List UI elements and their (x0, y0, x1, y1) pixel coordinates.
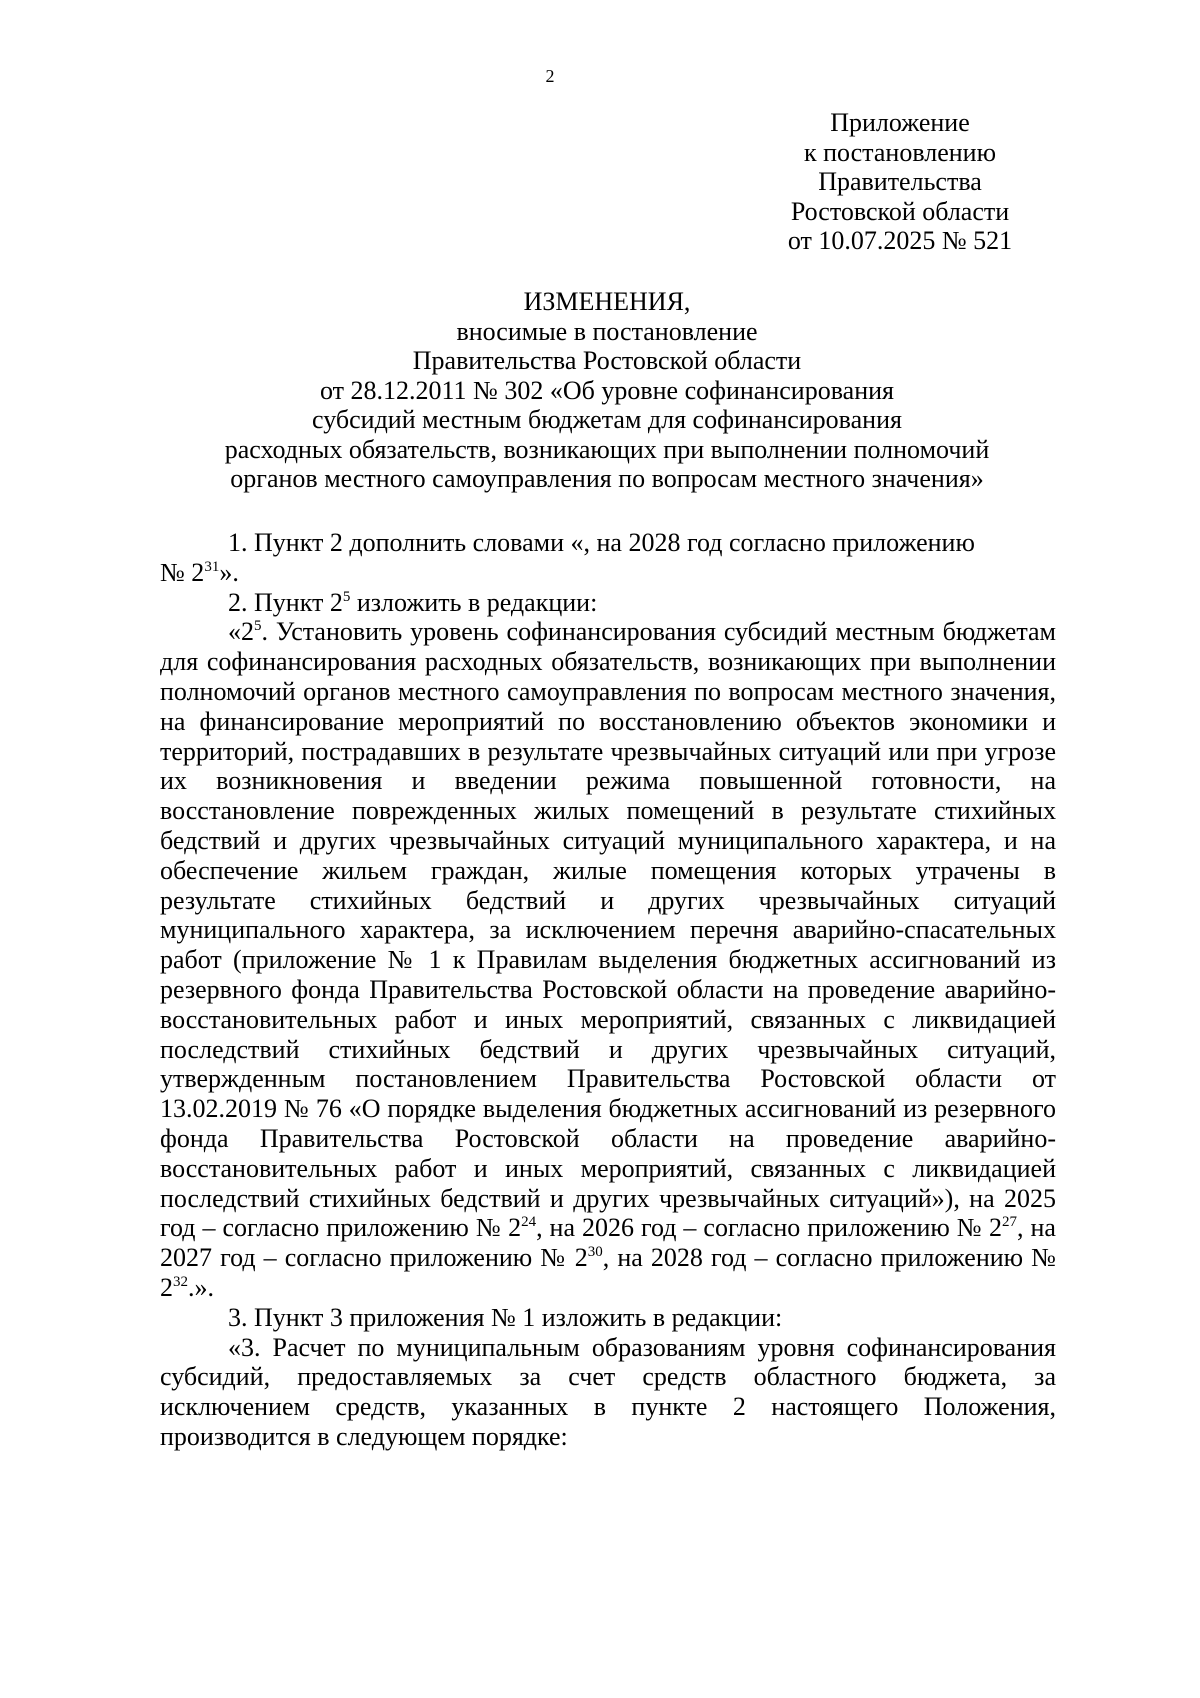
appendix-line: Ростовской области (790, 196, 1010, 226)
superscript: 27 (1002, 1214, 1018, 1231)
paragraph-text: ». (219, 557, 239, 587)
paragraph-text: . Установить уровень софинансирования субсидий местным бюджетам для софинансирования расходных обязательств, возникающих при выполнении полномочий органов местного самоуправления по вопросам местного значения, на финансирование мероприятий по восстановлению объектов экономики и территорий, пострадавших в результате чрезвычайных ситуаций или при угрозе их возникновения и введении режима повышенной готовности, на восстановление поврежденных жилых помещений в результате стихийных бедствий и других чрезвычайных ситуаций муниципального характера, и на обеспечение жильем граждан, жилые помещения которых утрачены в результате стихийных бедствий и других чрезвычайных ситуаций муниципального характера, за исключением перечня аварийно-спасательных работ (приложение № 1 к Правилам выделения бюджетных ассигнований из резервного фонда Правительства Ростовской области на проведение аварийно-восстановительных работ и иных мероприятий, связанных с ликвидацией последствий стихийных бедствий и других чрезвычайных ситуаций, утвержденным постановлением Правительства Ростовской области от 13.02.2019 № 76 «О порядке выделения бюджетных ассигнований из резервного фонда Правительства Ростовской области на проведение аварийно-восстановительных работ и иных мероприятий, связанных с ликвидацией последствий стихийных бедствий и других чрезвычайных ситуаций»), на 2025 год – согласно приложению № 2 (160, 617, 1056, 1243)
paragraph-text: 1. Пункт 2 дополнить словами «, на 2028 год согласно приложению № 2 (160, 528, 975, 587)
superscript: 32 (173, 1273, 188, 1290)
heading-line: расходных обязательств, возникающих при выполнении полномочий (224, 434, 990, 464)
paragraph-text: изложить в редакции: (350, 587, 598, 617)
paragraph-text: «2 (228, 617, 254, 647)
paragraph-5: «3. Расчет по муниципальным образованиям уровня софинансирования субсидий, предоставляемых за счет средств областного бюджета, за исключением средств, указанных в пункте 2 настоящего Положения, производится в следующем порядке: (160, 1332, 1056, 1451)
paragraph-text: .». (188, 1272, 214, 1302)
heading-title: ИЗМЕНЕНИЯ, (523, 287, 691, 316)
appendix-line: от 10.07.2025 № 521 (787, 226, 1013, 255)
heading-line: вносимые в постановление (456, 316, 758, 346)
paragraph-4: 3. Пункт 3 приложения № 1 изложить в редакции: (228, 1302, 783, 1332)
paragraph-text: 2. Пункт 2 (228, 587, 343, 617)
appendix-line: к постановлению (803, 137, 997, 167)
heading-line: субсидий местным бюджетам для софинансирования (312, 405, 902, 434)
document-heading (160, 287, 1054, 494)
paragraph-text: , на 2027 год – согласно приложению № 2 (160, 1213, 1056, 1273)
paragraph-text: , на 2028 год – согласно приложению № 2 (160, 1243, 1056, 1302)
paragraph-1 (160, 528, 1056, 588)
superscript: 5 (342, 588, 351, 605)
appendix-block (760, 108, 1040, 256)
page-number: 2 (545, 66, 555, 86)
superscript: 31 (204, 558, 220, 575)
paragraph-2 (160, 588, 1056, 618)
superscript: 24 (521, 1214, 537, 1231)
heading-line: от 28.12.2011 № 302 «Об уровне софинансирования (320, 375, 894, 405)
heading-line: Правительства Ростовской области (412, 346, 802, 375)
superscript: 30 (587, 1244, 603, 1261)
superscript: 5 (254, 618, 262, 635)
paragraph-text: , на 2026 год – согласно приложению № 2 (536, 1213, 1003, 1243)
appendix-line: Правительства (818, 167, 982, 196)
document-body (160, 528, 1056, 1452)
appendix-line: Приложение (830, 108, 970, 137)
paragraph-3 (160, 617, 1056, 1302)
heading-line: органов местного самоуправления по вопросам местного значения» (230, 464, 984, 493)
